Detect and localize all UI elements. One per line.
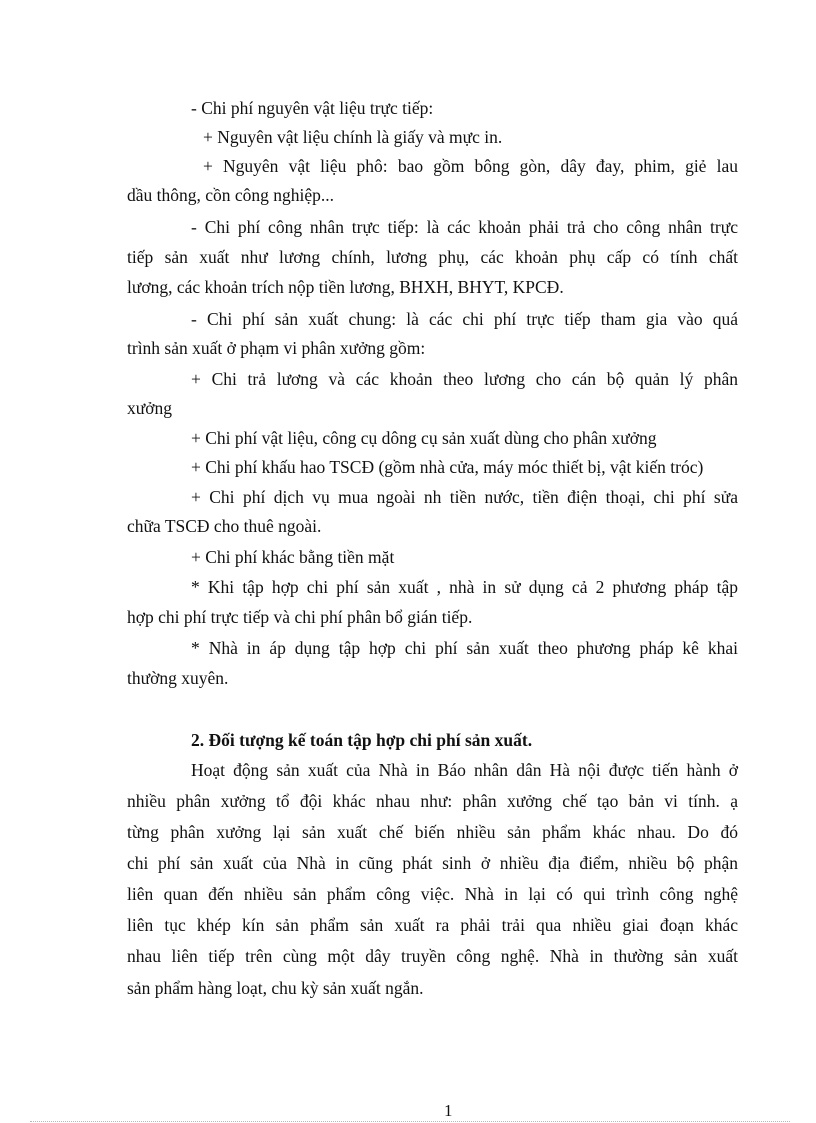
body-line: + Chi phí khác bằng tiền mặt — [191, 547, 395, 567]
body-line: + Nguyên vật liệu chính là giấy và mực in. — [203, 127, 503, 147]
body-line: lương, các khoản trích nộp tiền lương, BHXH, BHYT, KPCĐ. — [127, 277, 564, 297]
body-line: * Nhà in áp dụng tập hợp chi phí sản xuất theo phương pháp kê khai — [191, 638, 738, 658]
body-line: - Chi phí công nhân trực tiếp: là các khoản phải trả cho công nhân trực — [191, 217, 738, 237]
body-line: + Chi trả lương và các khoản theo lương cho cán bộ quản lý phân — [191, 369, 738, 389]
section-heading: 2. Đối tượng kế toán tập hợp chi phí sản xuất. — [191, 730, 533, 750]
body-line: liên tục khép kín sản phẩm sản xuất ra phải trải qua nhiều giai đoạn khác — [127, 915, 738, 935]
body-line: chữa TSCĐ cho thuê ngoài. — [127, 516, 322, 536]
body-line: + Chi phí vật liệu, công cụ dông cụ sản xuất dùng cho phân xưởng — [191, 428, 657, 448]
body-line: + Chi phí dịch vụ mua ngoài nh tiền nước, tiền điện thoại, chi phí sửa — [191, 487, 738, 507]
body-line: nhau liên tiếp trên cùng một dây truyền công nghệ. Nhà in thường sản xuất — [127, 946, 738, 966]
body-line: nhiều phân xưởng tổ đội khác nhau như: phân xưởng chế tạo bản vi tính. ạ — [127, 791, 738, 811]
body-line: dầu thông, cồn công nghiệp... — [127, 185, 335, 205]
body-line: Hoạt động sản xuất của Nhà in Báo nhân dân Hà nội được tiến hành ở — [191, 760, 738, 780]
body-line: thường xuyên. — [127, 668, 229, 688]
page-number: 1 — [444, 1101, 453, 1120]
body-line: trình sản xuất ở phạm vi phân xưởng gồm: — [127, 338, 426, 358]
body-line: + Nguyên vật liệu phô: bao gồm bông gòn, dây đay, phim, giẻ lau — [203, 156, 738, 176]
footer-divider — [30, 1121, 790, 1122]
body-line: sản phẩm hàng loạt, chu kỳ sản xuất ngắn. — [127, 978, 424, 998]
body-line: từng phân xưởng lại sản xuất chế biến nhiều sản phẩm khác nhau. Do đó — [127, 822, 738, 842]
body-line: * Khi tập hợp chi phí sản xuất , nhà in sử dụng cả 2 phương pháp tập — [191, 577, 738, 597]
body-line: - Chi phí nguyên vật liệu trực tiếp: — [191, 98, 434, 118]
body-line: tiếp sản xuất như lương chính, lương phụ, các khoản phụ cấp có tính chất — [127, 247, 738, 267]
body-line: + Chi phí khấu hao TSCĐ (gồm nhà cửa, máy móc thiết bị, vật kiến tróc) — [191, 457, 704, 477]
body-line: liên quan đến nhiều sản phẩm công việc. Nhà in lại có qui trình công nghệ — [127, 884, 738, 904]
body-line: hợp chi phí trực tiếp và chi phí phân bổ gián tiếp. — [127, 607, 473, 627]
body-line: - Chi phí sản xuất chung: là các chi phí trực tiếp tham gia vào quá — [191, 309, 738, 329]
body-line: chi phí sản xuất của Nhà in cũng phát sinh ở nhiều địa điểm, nhiều bộ phận — [127, 853, 738, 873]
body-line: xưởng — [127, 398, 172, 418]
